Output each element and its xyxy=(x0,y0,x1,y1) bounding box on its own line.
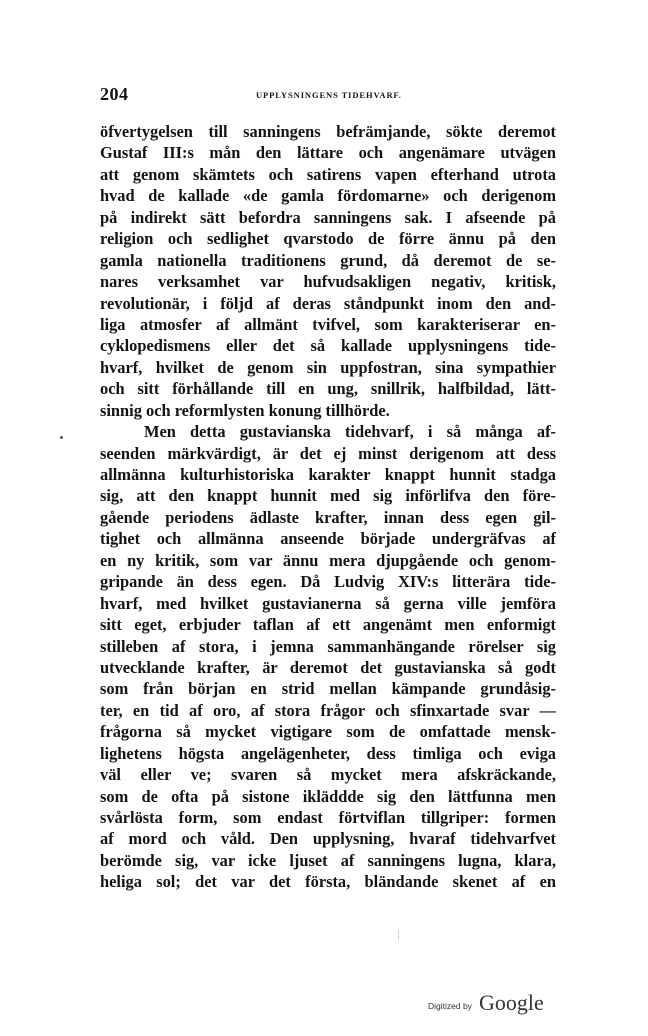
text-line: hvad de kallade «de gamla fördomarne» och derigenom xyxy=(100,186,556,206)
text-line: på indirekt sätt befordra sanningens sak. I afseende på xyxy=(100,207,556,227)
text-line: tighet och allmänna anseende började undergräfvas af xyxy=(100,529,556,549)
text-line: frågorna så mycket vigtigare som de omfattade mensk- xyxy=(100,722,556,742)
text-line: revolutionär, i följd af deras ståndpunkt inom den and- xyxy=(100,293,556,313)
text-line: att genom skämtets och satirens vapen efterhand utrota xyxy=(100,164,556,184)
margin-mark xyxy=(398,930,399,940)
text-line: Gustaf III:s mån den lättare och angenämare utvägen xyxy=(100,143,556,163)
text-line: gående periodens ädlaste krafter, innan dess egen gil- xyxy=(100,507,556,527)
text-line: väl eller ve; svaren så mycket mera afskräckande, xyxy=(100,765,556,785)
text-line: och sitt förhållande till en ung, snillrik, halfbildad, lätt- xyxy=(100,379,556,399)
text-line: lighetens högsta angelägenheter, dess timliga och eviga xyxy=(100,743,556,763)
text-line: Men detta gustavianska tidehvarf, i så många af- xyxy=(144,422,556,442)
text-line: heliga sol; det var det första, bländande skenet af en xyxy=(100,872,556,892)
text-line: berömde sig, var icke ljuset af sanningens lugna, klara, xyxy=(100,850,556,870)
text-line: hvarf, med hvilket gustavianerna så gerna ville jemföra xyxy=(100,593,556,613)
text-line: svårlösta form, som endast förtviflan tillgriper: formen xyxy=(100,808,556,827)
text-line: som från början en strid mellan kämpande grundåsig- xyxy=(100,679,556,699)
watermark-prefix: Digitized by xyxy=(428,1001,472,1011)
text-line: sig, att den knappt hunnit med sig införlifva den före- xyxy=(100,486,556,506)
text-line: stilleben af stora, i jemna sammanhängande rörelser sig xyxy=(100,636,556,656)
text-line: allmänna kulturhistoriska karakter knappt hunnit stadga xyxy=(100,465,556,484)
text-line: nares verksamhet var hufvudsakligen negativ, kritisk, xyxy=(100,272,556,292)
page-header xyxy=(100,84,556,108)
margin-dot xyxy=(60,436,63,439)
text-line: af mord och våld. Den upplysning, hvaraf tidehvarfvet xyxy=(100,829,556,849)
text-line: seenden märkvärdigt, är det ej minst derigenom att dess xyxy=(100,443,556,463)
text-line: religion och sedlighet qvarstodo de förre ännu på den xyxy=(100,229,556,249)
text-line: som de ofta på sistone ikläddde sig den lättfunna men xyxy=(100,786,556,806)
text-line: gripande än dess egen. Då Ludvig XIV:s litterära tide- xyxy=(100,572,556,592)
page-number: 204 xyxy=(100,84,129,104)
running-head: UPPLYSNINGENS TIDEHVARF. xyxy=(256,90,402,100)
text-line: gamla nationella traditionens grund, då deremot de se- xyxy=(100,250,556,270)
text-line: cyklopedismens eller det så kallade upplysningens tide- xyxy=(100,336,556,356)
text-line: sitt eget, erbjuder taflan af ett angenämt men enformigt xyxy=(100,615,556,635)
digitization-watermark xyxy=(428,990,568,1020)
text-line: en ny kritik, som var ännu mera djupgående och genom- xyxy=(100,550,556,570)
text-line: sinnig och reformlysten konung tillhörde. xyxy=(100,400,390,420)
google-logo: Google xyxy=(479,990,544,1015)
text-line: ter, en tid af oro, af stora frågor och sfinxartade svar — xyxy=(100,700,556,720)
text-line: utvecklande krafter, är deremot det gustavianska så godt xyxy=(100,657,556,677)
text-line: liga atmosfer af allmänt tvifvel, som karakteriserar en- xyxy=(100,314,556,334)
text-line: hvarf, hvilket de genom sin uppfostran, sina sympathier xyxy=(100,357,556,377)
body-text xyxy=(100,121,556,893)
text-line: öfvertygelsen till sanningens befrämjande, sökte deremot xyxy=(100,122,556,141)
